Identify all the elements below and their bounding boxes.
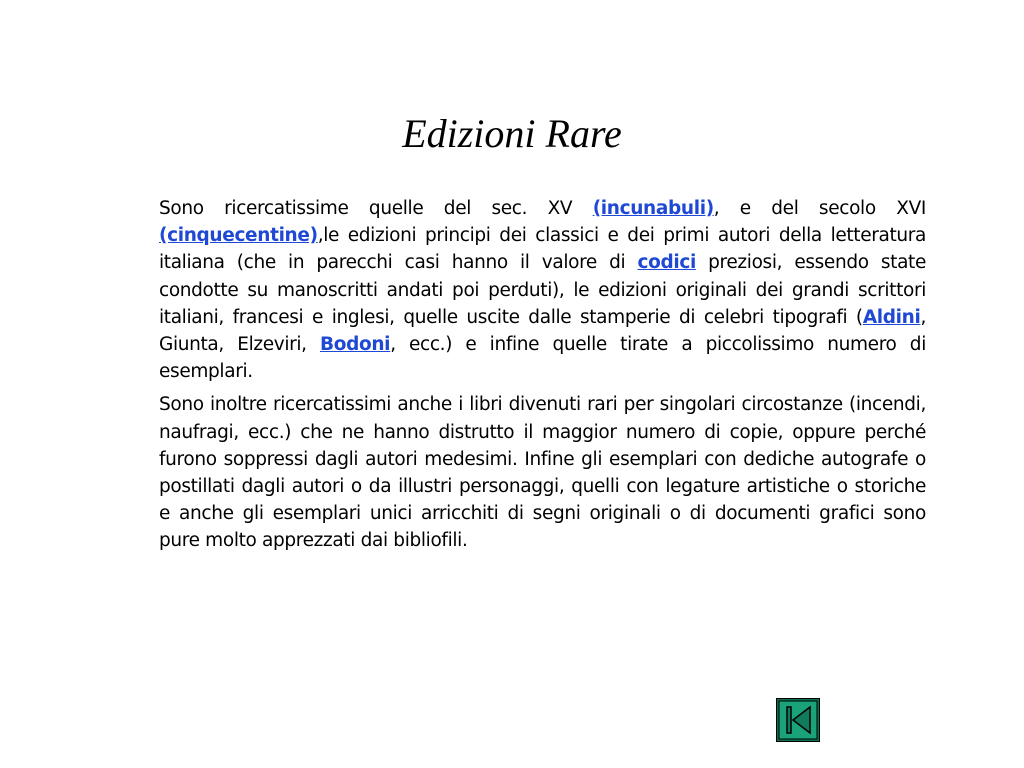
text-segment: , ecc.) e infine quelle tirate a piccolissimo numero di esemplari. (159, 334, 926, 383)
slide-title: Edizioni Rare (402, 111, 622, 156)
paragraph-rare-editions (159, 195, 926, 385)
link-aldini[interactable]: Aldini (862, 306, 921, 328)
paragraph-rare-circumstances: Sono inoltre ricercatissimi anche i libri divenuti rari per singolari circostanze (incendi, naufragi, ecc.) che ne hanno distrutto il maggior numero di copie, oppure perché furono soppressi dagli autori medesimi. Infine gli esemplari con dediche autografe o postillati dagli autori o da illustri personaggi, quelli con legature artistiche o storiche e anche gli esemplari unici arricchiti di segni originali o di documenti grafici sono pure molto apprezzati dai bibliofili. (159, 394, 926, 552)
text-segment: , e del secolo XVI (713, 198, 926, 219)
slide-body (159, 195, 926, 561)
text-segment: preziosi, essendo state condotte su manoscritti andati poi perduti), le edizioni originali dei grandi scrittori italiani, francesi e inglesi, quelle uscite dalle stamperie di celebri tipografi ( (159, 252, 926, 328)
text-segment: Sono ricercatissime quelle del sec. XV (159, 198, 593, 219)
link-codici[interactable]: codici (637, 252, 696, 274)
text-segment: , Giunta, Elzeviri, (159, 306, 926, 356)
first-slide-button[interactable] (776, 698, 820, 742)
link-cinquecentine[interactable]: (cinquecentine) (159, 225, 318, 247)
skip-to-first-icon (776, 698, 820, 742)
link-bodoni[interactable]: Bodoni (320, 334, 391, 356)
link-incunabuli[interactable]: (incunabuli) (592, 198, 714, 219)
text-segment: ,le edizioni principi dei classici e dei primi autori della letteratura italiana (che in parecchi casi hanno il valore di (159, 225, 926, 274)
